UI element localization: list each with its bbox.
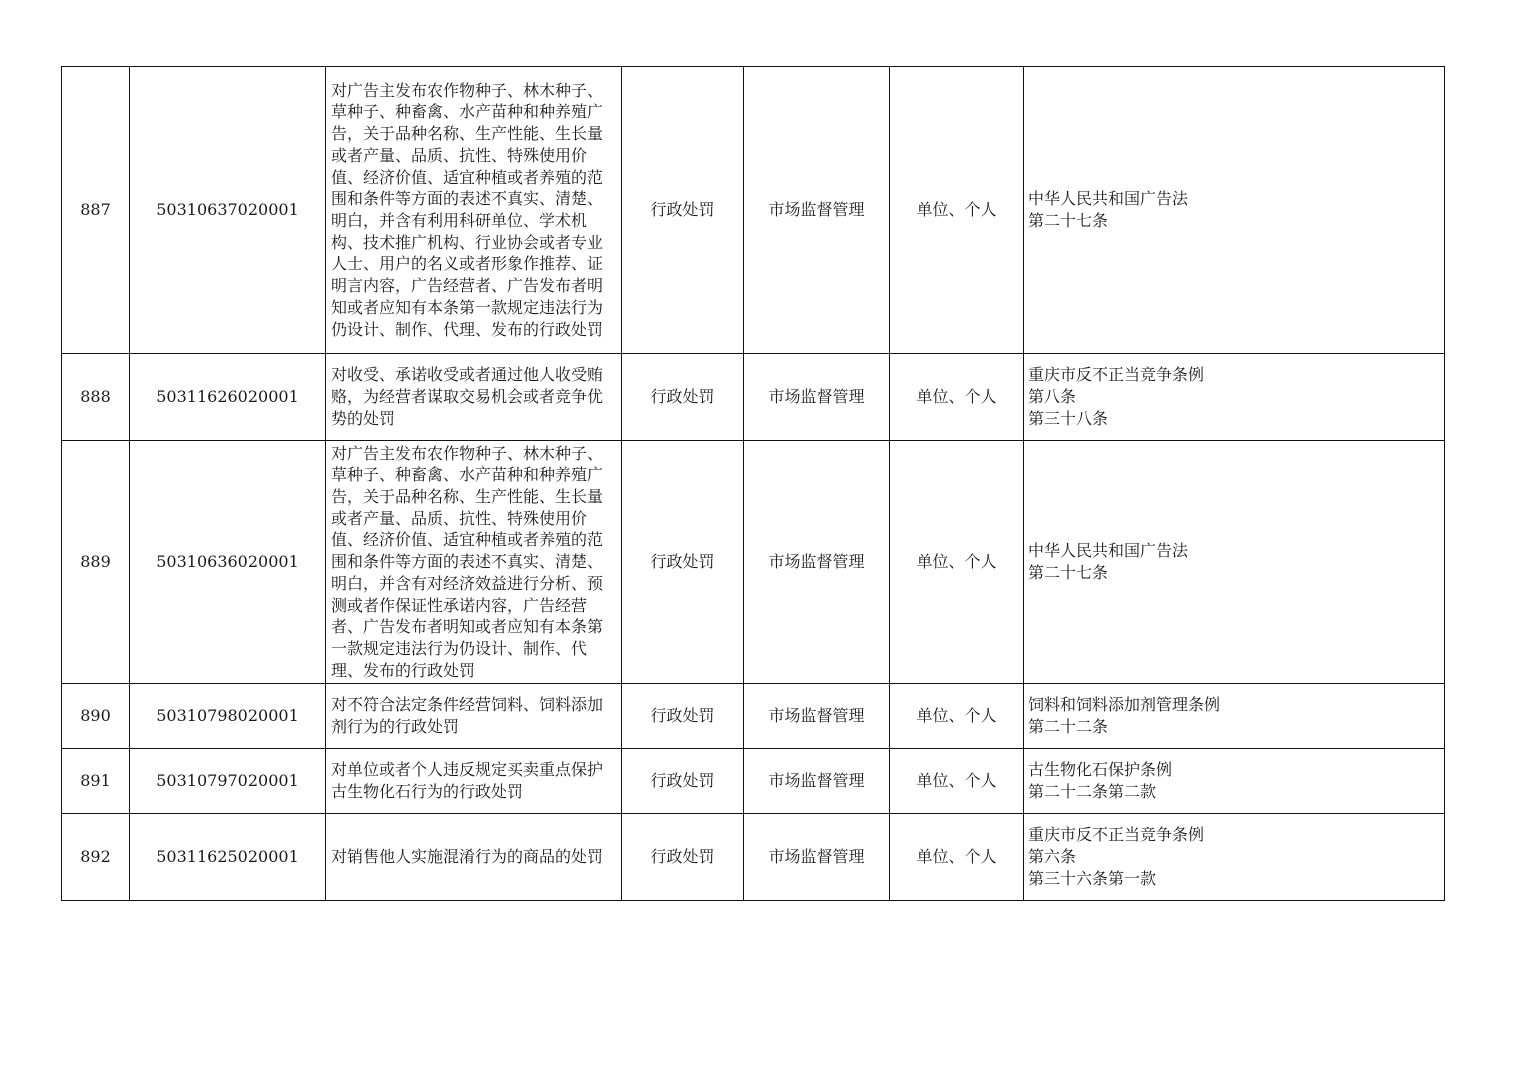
item-code: 50311626020001 [130, 354, 326, 441]
row-number: 889 [62, 441, 130, 684]
row-number: 890 [62, 684, 130, 749]
item-type: 行政处罚 [622, 749, 744, 814]
legal-basis-line: 第三十六条第一款 [1028, 868, 1157, 888]
table-row [62, 441, 1445, 684]
item-type: 行政处罚 [622, 684, 744, 749]
item-description: 对单位或者个人违反规定买卖重点保护古生物化石行为的行政处罚 [326, 749, 622, 814]
table-row [62, 749, 1445, 814]
legal-basis-line: 第二十二条第二款 [1028, 782, 1157, 801]
item-legal-basis [1024, 67, 1445, 354]
legal-basis-line: 第六条 [1028, 847, 1077, 867]
penalty-items-table [61, 66, 1445, 901]
legal-basis-line: 第三十八条 [1028, 408, 1109, 428]
legal-basis-line: 第八条 [1028, 387, 1077, 407]
legal-basis-line: 重庆市反不正当竞争条例 [1028, 365, 1205, 385]
legal-basis-line: 第二十二条 [1028, 717, 1109, 736]
item-description: 对广告主发布农作物种子、林木种子、草种子、种畜禽、水产苗种和种养殖广告，关于品种名称、生产性能、生长量或者产量、品质、抗性、特殊使用价值、经济价值、适宜种植或者养殖的范围和条件等方面的表述不真实、清楚、明白，并含有利用科研单位、学术机构、技术推广机构、行业协会或者专业人士、用户的名义或者形象作推荐、证明言内容，广告经营者、广告发布者明知或者应知有本条第一款规定违法行为仍设计、制作、代理、发布的行政处罚 [326, 67, 622, 354]
row-number: 891 [62, 749, 130, 814]
item-department: 市场监督管理 [744, 684, 890, 749]
row-number: 888 [62, 354, 130, 441]
item-type: 行政处罚 [622, 67, 744, 354]
legal-basis-line: 古生物化石保护条例 [1028, 760, 1173, 780]
item-department: 市场监督管理 [744, 441, 890, 684]
item-code: 50310637020001 [130, 67, 326, 354]
legal-basis-line: 饲料和饲料添加剂管理条例 [1028, 695, 1221, 715]
item-subject: 单位、个人 [890, 441, 1024, 684]
item-department: 市场监督管理 [744, 354, 890, 441]
item-subject: 单位、个人 [890, 67, 1024, 354]
item-description: 对不符合法定条件经营饲料、饲料添加剂行为的行政处罚 [326, 684, 622, 749]
item-type: 行政处罚 [622, 354, 744, 441]
legal-basis-line: 第二十七条 [1028, 563, 1109, 582]
table-row [62, 67, 1445, 354]
item-legal-basis [1024, 814, 1445, 901]
item-subject: 单位、个人 [890, 354, 1024, 441]
item-legal-basis [1024, 684, 1445, 749]
item-description: 对收受、承诺收受或者通过他人收受贿赂，为经营者谋取交易机会或者竞争优势的处罚 [326, 354, 622, 441]
item-legal-basis [1024, 749, 1445, 814]
row-number: 892 [62, 814, 130, 901]
item-code: 50310797020001 [130, 749, 326, 814]
legal-basis-line: 重庆市反不正当竞争条例 [1028, 825, 1205, 845]
legal-basis-line: 第二十七条 [1028, 211, 1109, 230]
legal-basis-line: 中华人民共和国广告法 [1028, 189, 1189, 209]
item-code: 50310798020001 [130, 684, 326, 749]
item-description: 对广告主发布农作物种子、林木种子、草种子、种畜禽、水产苗种和种养殖广告，关于品种名称、生产性能、生长量或者产量、品质、抗性、特殊使用价值、经济价值、适宜种植或者养殖的范围和条件等方面的表述不真实、清楚、明白，并含有对经济效益进行分析、预测或者作保证性承诺内容，广告经营者、广告发布者明知或者应知有本条第一款规定违法行为仍设计、制作、代理、发布的行政处罚 [326, 441, 622, 684]
table-row [62, 814, 1445, 901]
item-subject: 单位、个人 [890, 684, 1024, 749]
row-number: 887 [62, 67, 130, 354]
item-description: 对销售他人实施混淆行为的商品的处罚 [326, 814, 622, 901]
item-legal-basis [1024, 441, 1445, 684]
item-legal-basis [1024, 354, 1445, 441]
table-row [62, 684, 1445, 749]
item-department: 市场监督管理 [744, 67, 890, 354]
table-row [62, 354, 1445, 441]
legal-basis-line: 中华人民共和国广告法 [1028, 541, 1189, 561]
item-department: 市场监督管理 [744, 814, 890, 901]
item-type: 行政处罚 [622, 814, 744, 901]
item-code: 50311625020001 [130, 814, 326, 901]
item-department: 市场监督管理 [744, 749, 890, 814]
item-subject: 单位、个人 [890, 814, 1024, 901]
item-subject: 单位、个人 [890, 749, 1024, 814]
item-type: 行政处罚 [622, 441, 744, 684]
item-code: 50310636020001 [130, 441, 326, 684]
